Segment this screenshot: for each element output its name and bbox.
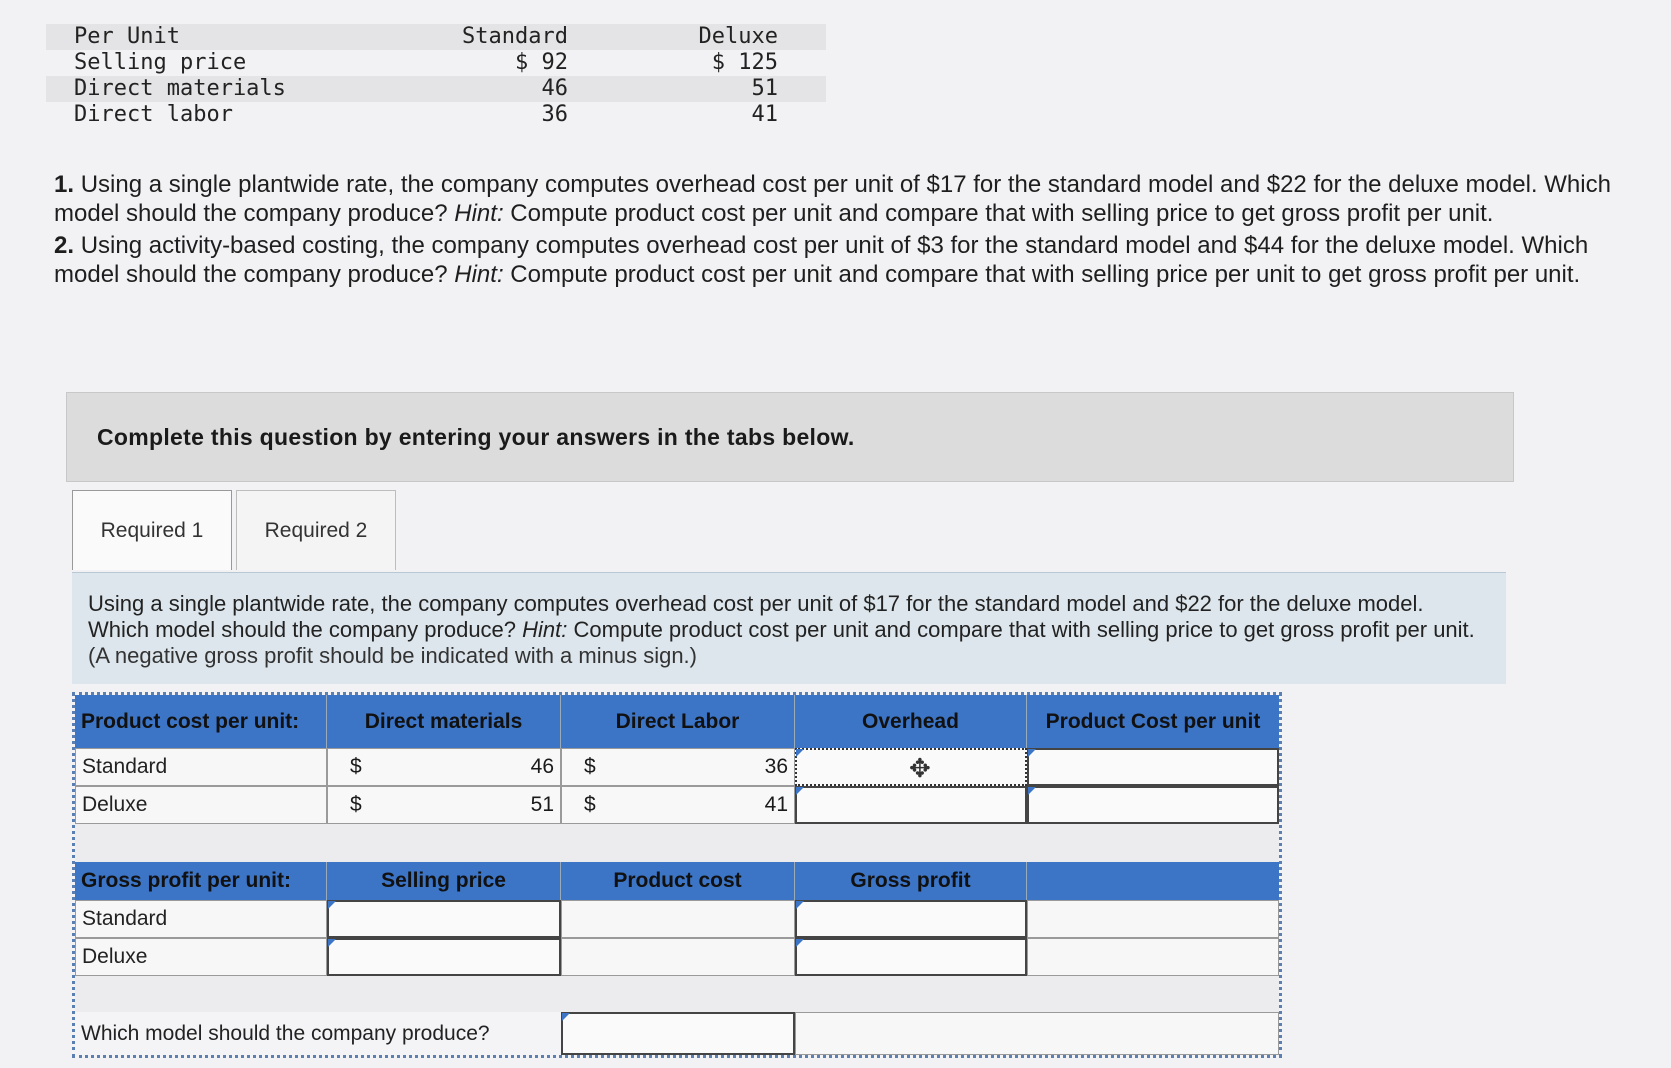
deluxe-gross-profit-input[interactable]	[795, 938, 1027, 976]
section-spacer	[75, 976, 1279, 1012]
cost-table-row-deluxe: 41	[751, 102, 778, 127]
col-product-cost: Product cost	[561, 862, 795, 900]
question-1	[54, 170, 1654, 228]
cost-table-row-deluxe: $ 125	[711, 50, 778, 75]
cost-table-header-label: Per Unit	[74, 24, 180, 49]
cost-table-row-deluxe: 51	[751, 76, 778, 101]
cost-table-row-standard: 46	[541, 76, 568, 101]
empty-cell	[795, 1012, 1279, 1055]
col-gross-profit: Gross profit	[795, 862, 1027, 900]
empty-cell	[1027, 938, 1279, 976]
deluxe-product-cost-cell	[561, 938, 795, 976]
standard-product-cost-input[interactable]	[1027, 748, 1279, 786]
empty-cell	[1027, 900, 1279, 938]
currency-symbol: $	[584, 793, 596, 816]
cost-table-header	[46, 24, 826, 50]
question-2-hint: Compute product cost per unit and compare that with selling price per unit to get gross profit per unit.	[510, 261, 1581, 288]
standard-dl-value: 36	[764, 755, 788, 778]
instruction-note: (A negative gross profit should be indicated with a minus sign.)	[88, 643, 697, 668]
instruction-hint-label: Hint:	[522, 617, 568, 642]
product-cost-title: Product cost per unit:	[75, 695, 327, 748]
instruction-hint: Compute product cost per unit and compare that with selling price to get gross profit per unit.	[573, 617, 1475, 642]
gross-profit-title: Gross profit per unit:	[75, 862, 327, 900]
question-1-text: Using a single plantwide rate, the company computes overhead cost per unit of $17 for the standard model and $22 for the deluxe model. Which model should the company produce?	[54, 171, 1611, 227]
which-model-select[interactable]	[561, 1012, 795, 1055]
row-label-deluxe: Deluxe	[75, 786, 327, 824]
col-product-cost-per-unit: Product Cost per unit	[1027, 695, 1279, 748]
question-2-number: 2.	[54, 232, 75, 259]
cost-table-row	[46, 102, 826, 128]
section-spacer	[75, 824, 1279, 862]
cost-table-row-standard: 36	[541, 102, 568, 127]
cost-table-row	[46, 76, 826, 102]
deluxe-product-cost-input[interactable]	[1027, 786, 1279, 824]
col-selling-price: Selling price	[327, 862, 561, 900]
standard-direct-labor	[561, 748, 795, 786]
cost-table-header-standard: Standard	[462, 24, 568, 49]
tab-required-1[interactable]: Required 1	[72, 490, 232, 570]
deluxe-overhead-input[interactable]	[795, 786, 1027, 824]
currency-symbol: $	[350, 755, 362, 778]
currency-symbol: $	[584, 755, 596, 778]
deluxe-direct-materials	[327, 786, 561, 824]
standard-dm-value: 46	[530, 755, 554, 778]
row-label-standard: Standard	[75, 748, 327, 786]
header-filler	[1027, 862, 1279, 900]
cost-table-row	[46, 50, 826, 76]
cost-table-row-standard: $ 92	[515, 50, 568, 75]
cost-table-header-deluxe: Deluxe	[698, 24, 778, 49]
standard-product-cost-cell	[561, 900, 795, 938]
cost-table-row-label: Direct labor	[74, 102, 233, 127]
deluxe-selling-price-input[interactable]	[327, 938, 561, 976]
deluxe-dm-value: 51	[530, 793, 554, 816]
col-overhead: Overhead	[795, 695, 1027, 748]
cost-table-row-label: Selling price	[74, 50, 247, 75]
mouse-cursor-icon: ✥	[909, 753, 931, 783]
tab-instruction	[72, 572, 1506, 684]
question-1-number: 1.	[54, 171, 75, 198]
col-direct-materials: Direct materials	[327, 695, 561, 748]
answer-worksheet	[72, 692, 1282, 1058]
standard-direct-materials	[327, 748, 561, 786]
gp-row-label-standard: Standard	[75, 900, 327, 938]
instruction-text: Using a single plantwide rate, the company computes overhead cost per unit of $17 for the standard model and $22 for the deluxe model. Which model should the company produce?	[88, 591, 1424, 642]
question-1-hint-label: Hint:	[454, 200, 504, 227]
cost-table-row-label: Direct materials	[74, 76, 286, 101]
question-2-hint-label: Hint:	[454, 261, 504, 288]
standard-gross-profit-input[interactable]	[795, 900, 1027, 938]
cost-data-table	[46, 24, 826, 128]
col-direct-labor: Direct Labor	[561, 695, 795, 748]
question-list	[54, 170, 1654, 292]
question-1-hint: Compute product cost per unit and compare that with selling price to get gross profit per unit.	[510, 200, 1494, 227]
tab-required-2[interactable]: Required 2	[236, 490, 396, 570]
instructions-banner: Complete this question by entering your answers in the tabs below.	[66, 392, 1514, 482]
question-2-text: Using activity-based costing, the company computes overhead cost per unit of $3 for the standard model and $44 for the deluxe model. Which model should the company produce?	[54, 232, 1589, 288]
which-model-label: Which model should the company produce?	[75, 1012, 561, 1055]
gp-row-label-deluxe: Deluxe	[75, 938, 327, 976]
question-2	[54, 231, 1654, 289]
currency-symbol: $	[350, 793, 362, 816]
standard-selling-price-input[interactable]	[327, 900, 561, 938]
deluxe-dl-value: 41	[764, 793, 788, 816]
deluxe-direct-labor	[561, 786, 795, 824]
